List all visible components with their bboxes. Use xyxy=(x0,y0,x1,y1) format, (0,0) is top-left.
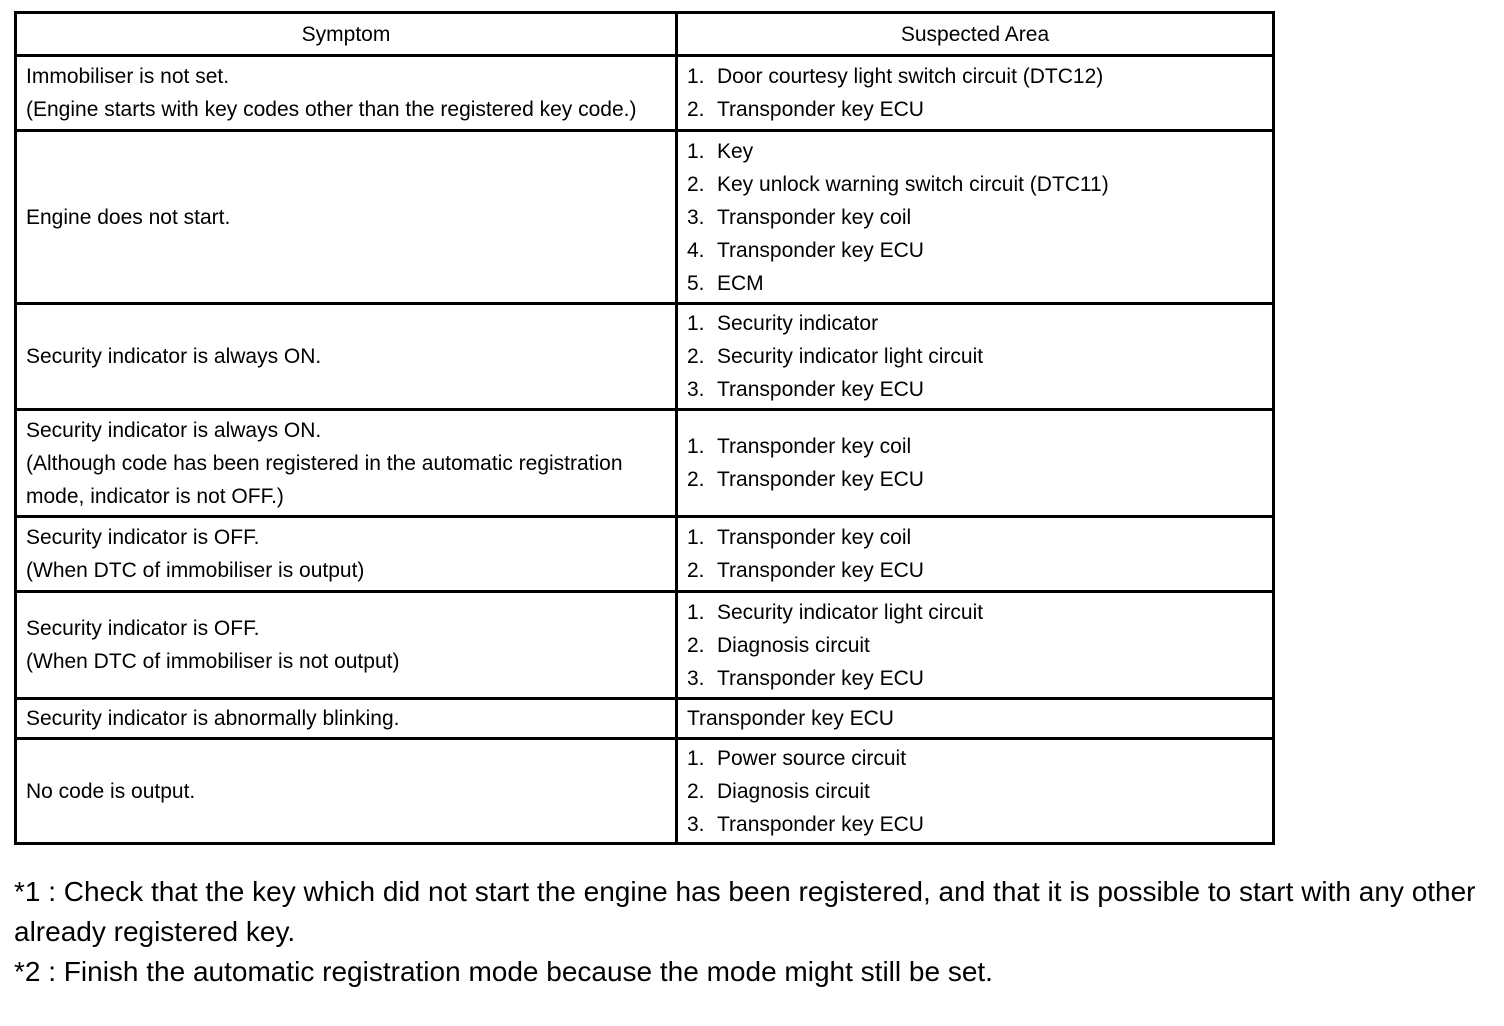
item-text: Security indicator xyxy=(717,312,879,335)
symptom-cell xyxy=(16,56,677,131)
item-text: Security indicator light circuit xyxy=(717,345,984,368)
suspected-area-item xyxy=(687,808,1263,841)
suspected-area-item xyxy=(687,93,1263,126)
symptom-text: (Although code has been registered in the automatic registration xyxy=(26,451,623,475)
suspected-area-cell xyxy=(677,131,1274,304)
item-number: 1. xyxy=(687,600,705,624)
item-text: Transponder key coil xyxy=(717,205,912,229)
symptom-cell xyxy=(16,739,677,844)
suspected-area-item xyxy=(687,201,1263,234)
suspected-area-cell xyxy=(677,304,1274,410)
symptom-cell xyxy=(16,304,677,410)
suspected-area-item xyxy=(687,662,1263,695)
item-number: 2. xyxy=(687,779,705,803)
table-row xyxy=(16,592,1274,699)
suspected-area-cell xyxy=(677,56,1274,131)
footnote-2: *2 : Finish the automatic registration mode because the mode might still be set. xyxy=(14,956,993,987)
table-row xyxy=(16,739,1274,844)
item-text: Transponder key ECU xyxy=(717,98,924,121)
footnote-1: *1 : Check that the key which did not start the engine has been registered, and that it is possible to start with any other already registered key. xyxy=(14,876,1476,947)
suspected-area-item xyxy=(687,521,1263,554)
item-text: Transponder key ECU xyxy=(717,468,924,491)
item-text: Transponder key ECU xyxy=(717,378,924,401)
suspected-area-item xyxy=(687,234,1263,267)
suspected-area-item xyxy=(687,629,1263,662)
item-text: ECM xyxy=(717,271,764,295)
item-number: 2. xyxy=(687,172,705,196)
suspected-area-item xyxy=(687,135,1263,168)
suspected-area-item xyxy=(687,430,1263,463)
item-number: 5. xyxy=(687,271,705,295)
symptom-text: (Engine starts with key codes other than the registered key code.) xyxy=(26,98,637,121)
symptom-text: Security indicator is always ON. xyxy=(26,418,322,442)
footnotes xyxy=(14,872,1484,992)
suspected-area-item xyxy=(687,60,1263,93)
problem-symptoms-table xyxy=(14,11,1275,845)
item-number: 1. xyxy=(687,746,705,770)
item-text: Transponder key ECU xyxy=(717,812,924,836)
item-number: 1. xyxy=(687,435,705,458)
item-number: 2. xyxy=(687,468,705,491)
item-number: 3. xyxy=(687,205,705,229)
symptom-text: Immobiliser is not set. xyxy=(26,65,230,88)
symptom-column-header: Symptom xyxy=(16,13,677,56)
item-number: 1. xyxy=(687,65,705,88)
symptom-text: (When DTC of immobiliser is not output) xyxy=(26,650,400,673)
table-header-row xyxy=(16,13,1274,56)
suspected-area-item xyxy=(687,463,1263,496)
symptom-text: No code is output. xyxy=(26,779,196,803)
item-text: Door courtesy light switch circuit (DTC12) xyxy=(717,65,1104,88)
item-text: Transponder key ECU xyxy=(717,238,924,262)
suspected-area-item xyxy=(687,373,1263,406)
item-number: 2. xyxy=(687,559,705,582)
suspected-area-item xyxy=(687,168,1263,201)
item-text: Power source circuit xyxy=(717,746,907,770)
item-number: 2. xyxy=(687,633,705,657)
symptom-cell xyxy=(16,699,677,739)
suspected-area-cell xyxy=(677,410,1274,517)
symptom-cell xyxy=(16,131,677,304)
symptom-text: Security indicator is OFF. xyxy=(26,617,260,640)
suspected-area-item xyxy=(687,742,1263,775)
table-row xyxy=(16,131,1274,304)
suspected-area-item xyxy=(687,267,1263,300)
table-row xyxy=(16,56,1274,131)
suspected-area-item xyxy=(687,340,1263,373)
item-text: Key unlock warning switch circuit (DTC11) xyxy=(717,172,1109,196)
table-row xyxy=(16,410,1274,517)
item-text: Transponder key ECU xyxy=(717,666,924,690)
item-number: 4. xyxy=(687,238,705,262)
symptom-text: Security indicator is always ON. xyxy=(26,345,322,368)
suspected-area-cell xyxy=(677,699,1274,739)
symptom-cell xyxy=(16,592,677,699)
item-text: Transponder key coil xyxy=(717,526,912,549)
item-text: Transponder key ECU xyxy=(717,559,924,582)
item-number: 2. xyxy=(687,98,705,121)
item-text: Key xyxy=(717,139,754,163)
symptom-text: (When DTC of immobiliser is output) xyxy=(26,559,365,582)
item-number: 1. xyxy=(687,139,705,163)
item-number: 2. xyxy=(687,345,705,368)
item-number: 3. xyxy=(687,666,705,690)
item-text: Diagnosis circuit xyxy=(717,779,870,803)
suspected-area-item xyxy=(687,702,1263,735)
item-number: 1. xyxy=(687,312,705,335)
item-number: 1. xyxy=(687,526,705,549)
suspected-area-item xyxy=(687,596,1263,629)
symptom-text: Engine does not start. xyxy=(26,205,231,229)
item-text: Security indicator light circuit xyxy=(717,600,984,624)
symptom-cell xyxy=(16,517,677,592)
symptom-cell xyxy=(16,410,677,517)
symptom-text: Security indicator is abnormally blinking. xyxy=(26,707,400,730)
suspected-area-item xyxy=(687,307,1263,340)
item-text: Diagnosis circuit xyxy=(717,633,870,657)
suspected-area-cell xyxy=(677,592,1274,699)
symptom-text: mode, indicator is not OFF.) xyxy=(26,484,284,508)
item-number: 3. xyxy=(687,812,705,836)
suspected-area-item xyxy=(687,554,1263,587)
table-row xyxy=(16,699,1274,739)
item-text: Transponder key ECU xyxy=(687,707,894,730)
symptom-text: Security indicator is OFF. xyxy=(26,526,260,549)
item-number: 3. xyxy=(687,378,705,401)
item-text: Transponder key coil xyxy=(717,435,912,458)
suspected-area-cell xyxy=(677,517,1274,592)
table-row xyxy=(16,304,1274,410)
suspected-area-cell xyxy=(677,739,1274,844)
suspected-area-column-header: Suspected Area xyxy=(677,13,1274,56)
suspected-area-item xyxy=(687,775,1263,808)
table-row xyxy=(16,517,1274,592)
